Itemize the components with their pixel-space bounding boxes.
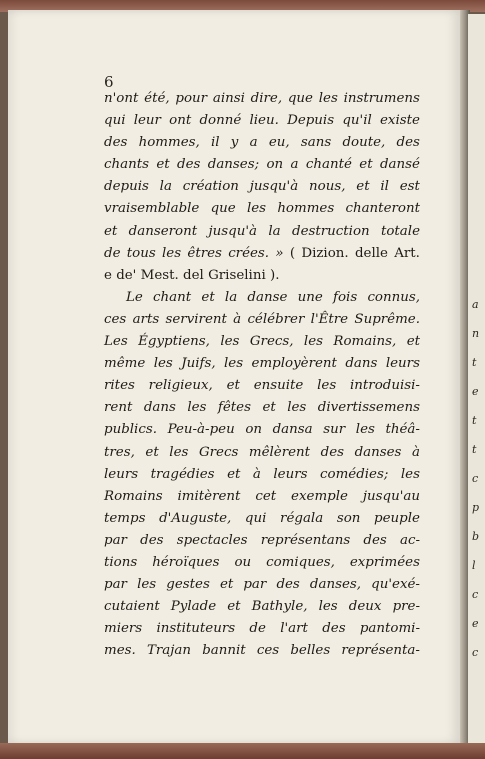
facing-page-fragment: a: [472, 298, 479, 311]
text-line: par des spectacles représentans des ac-: [104, 532, 420, 548]
facing-page-fragment: n: [472, 327, 480, 340]
text-line: de tous les êtres crées. » ( Dizion. delle Art.: [104, 245, 420, 261]
text-line: depuis la création jusqu'à nous, et il est: [104, 179, 420, 195]
facing-page-fragment: c: [472, 472, 479, 485]
text-line: rites religieux, et ensuite les introduisi-: [104, 378, 420, 394]
facing-page-fragment: e: [472, 385, 479, 398]
facing-page-fragment: t: [472, 356, 477, 369]
text-line: qui leur ont donné lieu. Depuis qu'il existe: [104, 113, 420, 129]
text-line: et danseront jusqu'à la destruction totale: [104, 223, 420, 239]
text-line: Les Égyptiens, les Grecs, les Romains, et: [104, 334, 420, 350]
facing-page-fragment: c: [472, 588, 479, 601]
facing-page-fragment: e: [472, 617, 479, 630]
page-number: 6: [104, 73, 114, 91]
text-line: Le chant et la danse une fois connus,: [126, 289, 420, 305]
text-line: temps d'Auguste, qui régala son peuple: [104, 510, 420, 526]
text-line: même les Juifs, les employèrent dans leurs: [104, 356, 420, 372]
text-line: vraisemblable que les hommes chanteront: [104, 201, 420, 217]
facing-page-fragment: t: [472, 443, 477, 456]
text-line: publics. Peu-à-peu on dansa sur les théâ-: [104, 422, 420, 438]
text-line: n'ont été, pour ainsi dire, que les instrumens: [104, 91, 420, 106]
text-line: leurs tragédies et à leurs comédies; les: [104, 466, 420, 482]
text-line: miers instituteurs de l'art des pantomi-: [104, 621, 420, 637]
facing-page-fragment: t: [472, 414, 477, 427]
text-line: rent dans les fêtes et les divertissemens: [104, 400, 420, 416]
facing-page-fragment: p: [472, 501, 480, 514]
text-line: mes. Trajan bannit ces belles représenta-: [104, 643, 420, 659]
text-line: cutaient Pylade et Bathyle, les deux pre-: [104, 599, 420, 615]
book-bottom-edge: [0, 743, 485, 759]
text-line: par les gestes et par des danses, qu'exé-: [104, 577, 420, 593]
text-line: tres, et les Grecs mêlèrent des danses à: [104, 444, 420, 460]
facing-page-edge: [468, 14, 485, 744]
facing-page-fragment: l: [472, 559, 476, 572]
text-line: tions héroïques ou comiques, exprimées: [104, 554, 420, 570]
text-line: ces arts servirent à célébrer l'Être Suprême.: [104, 311, 420, 327]
text-line: e de' Mest. del Griselini ).: [104, 267, 280, 283]
page-text: [104, 88, 420, 662]
text-line: Romains imitèrent cet exemple jusqu'au: [104, 488, 420, 504]
facing-page-fragment: c: [472, 646, 479, 659]
facing-page-fragment: b: [472, 530, 480, 543]
text-line: chants et des danses; on a chanté et dansé: [104, 157, 420, 173]
text-line: des hommes, il y a eu, sans doute, des: [104, 135, 420, 151]
